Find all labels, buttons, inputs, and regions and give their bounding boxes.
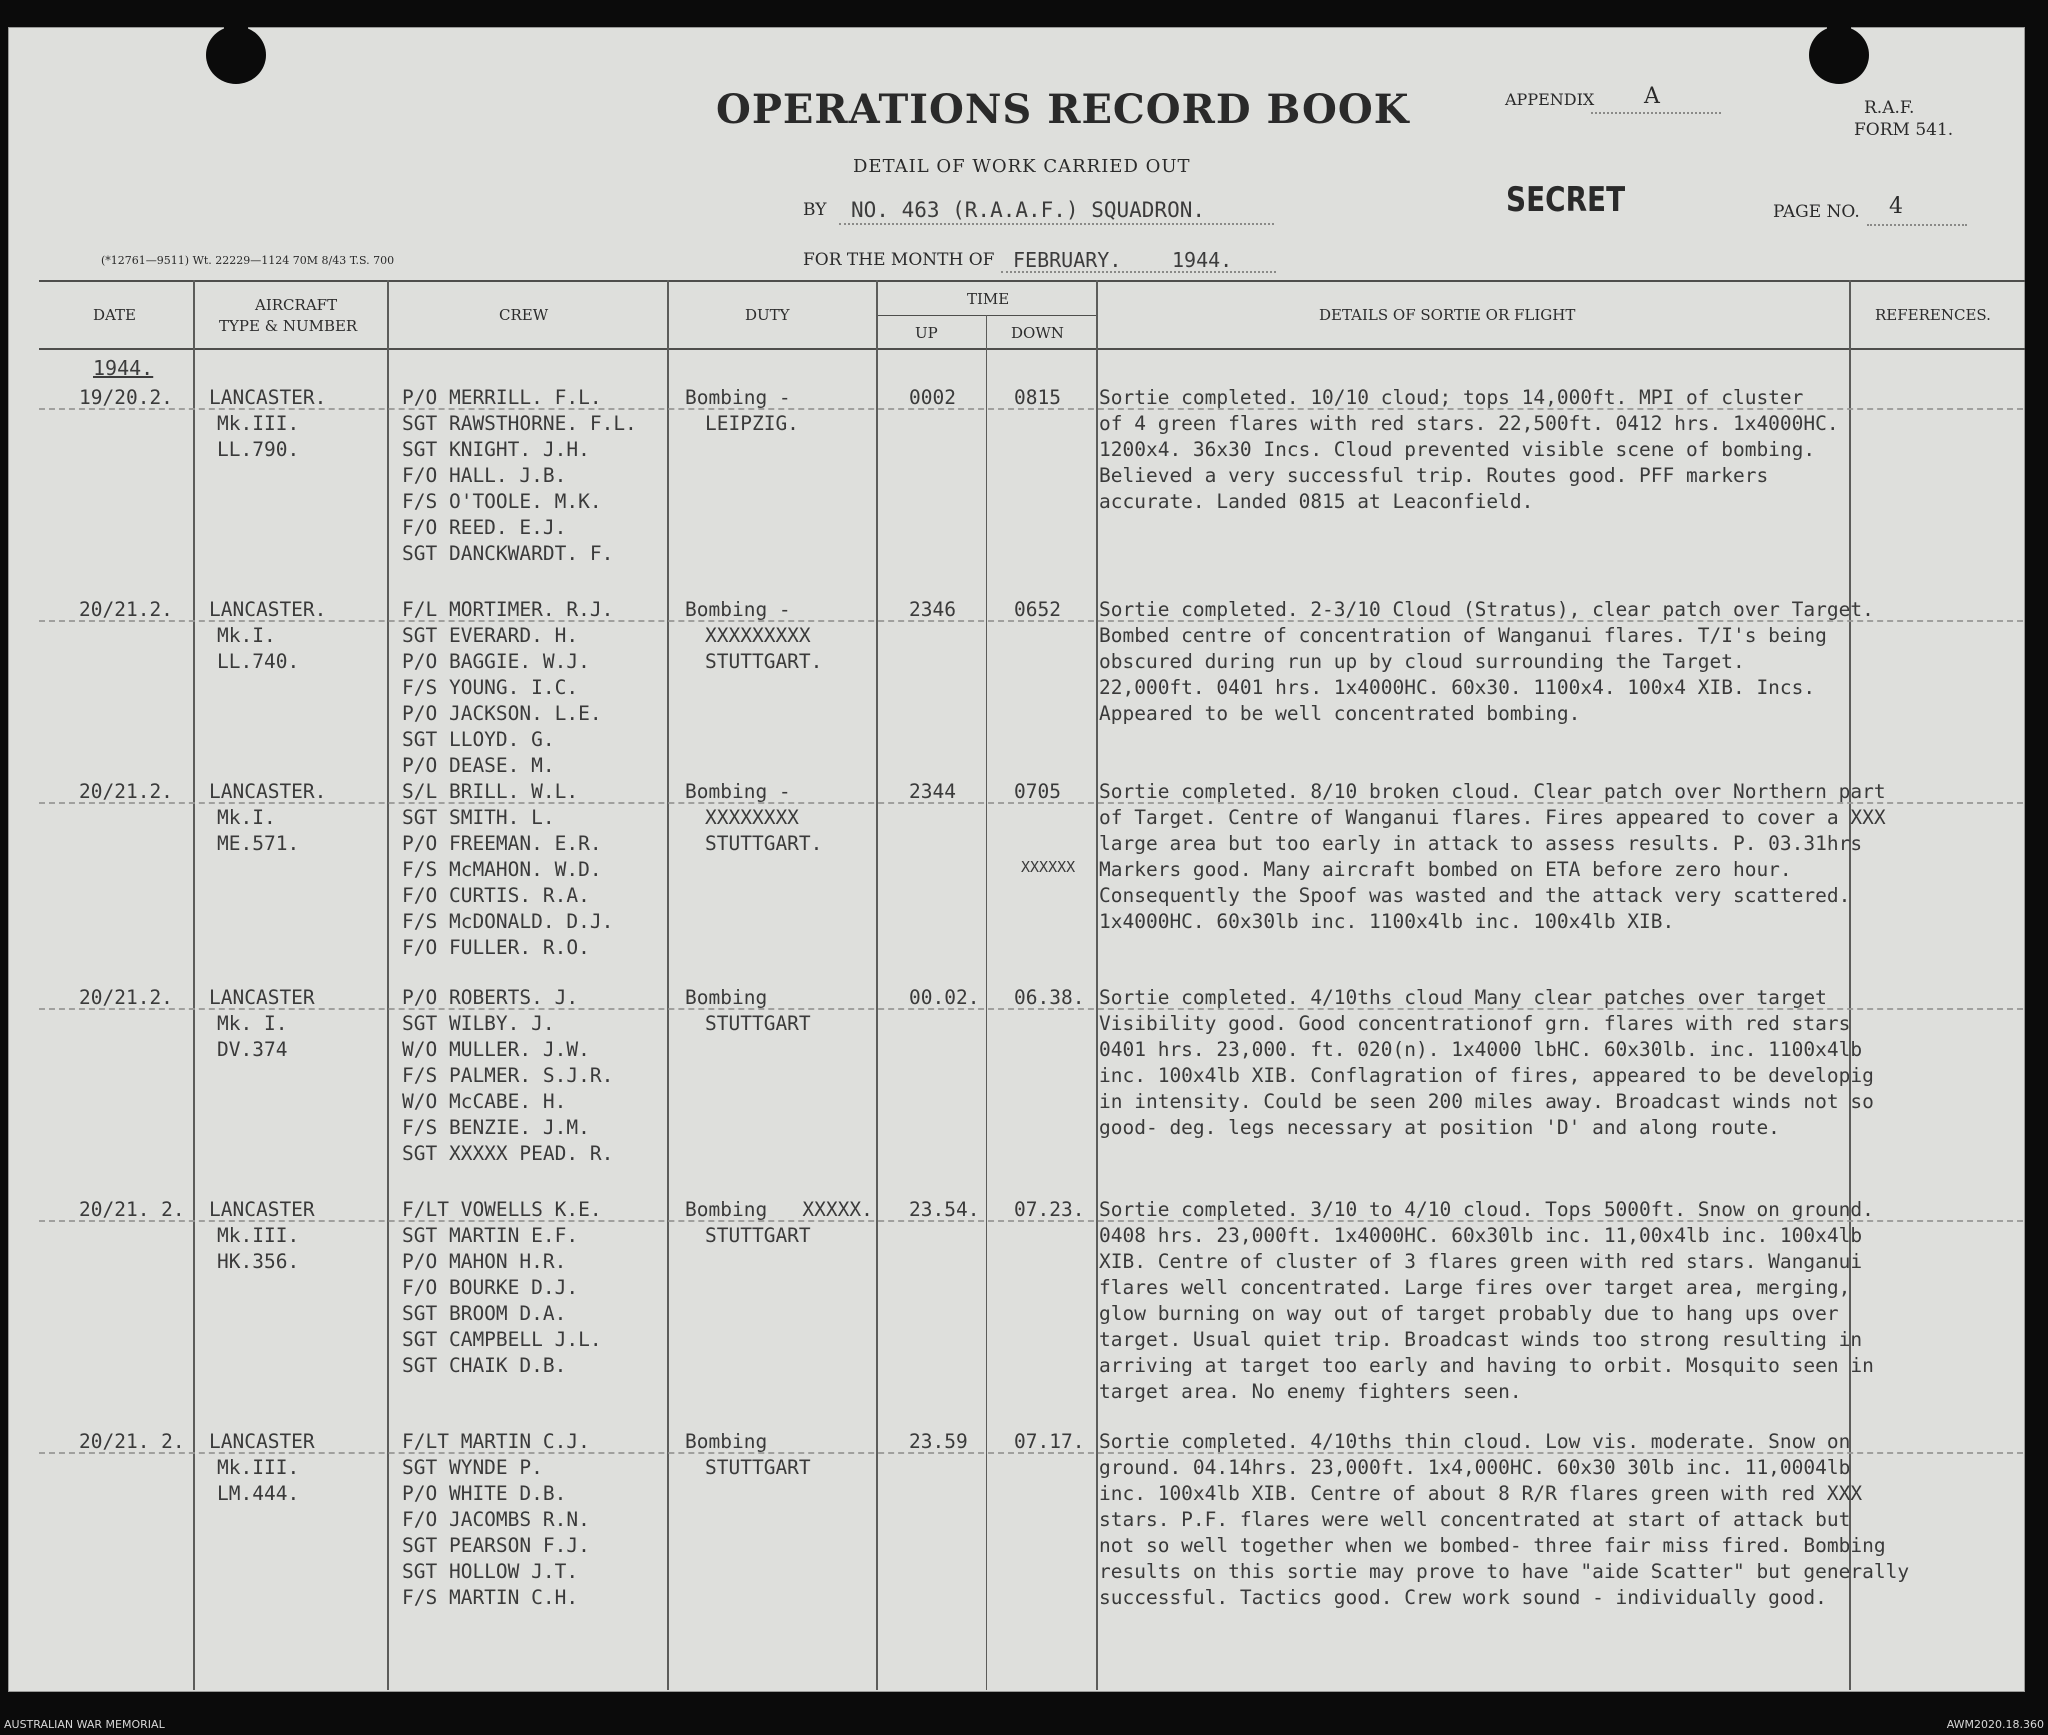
entry-crew-member: F/O HALL. J.B.	[402, 464, 567, 487]
binder-hole-left	[206, 26, 266, 84]
page-no-value: 4	[1889, 194, 1903, 219]
entry-detail-line: inc. 100x4lb XIB. Centre of about 8 R/R flares green with red XXX	[1099, 1482, 1863, 1505]
entry-aircraft: Mk.III.	[217, 1224, 300, 1247]
entry-crew-member: SGT BROOM D.A.	[402, 1302, 567, 1325]
header-time: TIME	[967, 290, 1010, 308]
table-top-rule	[39, 280, 2025, 282]
form-line-1: R.A.F.	[1864, 98, 1915, 118]
entry-margin-mark: XXXXXX	[1021, 858, 1076, 876]
entry-detail-line: Sortie completed. 8/10 broken cloud. Clear patch over Northern part	[1099, 780, 1886, 803]
entry-crew-member: P/O BAGGIE. W.J.	[402, 650, 590, 673]
entry-duty: STUTTGART.	[705, 650, 823, 673]
entry-aircraft: Mk.III.	[217, 1456, 300, 1479]
entry-crew-member: P/O DEASE. M.	[402, 754, 555, 777]
entry-crew-member: F/LT MARTIN C.J.	[402, 1430, 590, 1453]
year-entry: 1944.	[93, 356, 154, 380]
footer-accession: AWM2020.18.360	[1946, 1718, 2044, 1731]
entry-crew-member: SGT DANCKWARDT. F.	[402, 542, 614, 565]
entry-crew-member: SGT HOLLOW J.T.	[402, 1560, 579, 1583]
entry-crew-member: F/S McDONALD. D.J.	[402, 910, 614, 933]
entry-detail-line: target area. No enemy fighters seen.	[1099, 1380, 1522, 1403]
entry-duty: XXXXXXXX	[705, 806, 799, 829]
entry-detail-line: large area but too early in attack to assess results. P. 03.31hrs	[1099, 832, 1863, 855]
entry-time-up: 23.54.	[909, 1198, 980, 1221]
entry-detail-line: Sortie completed. 4/10ths thin cloud. Low vis. moderate. Snow on	[1099, 1430, 1851, 1453]
binder-hole-right	[1809, 26, 1869, 84]
entry-aircraft: HK.356.	[217, 1250, 300, 1273]
entry-crew-member: F/LT VOWELLS K.E.	[402, 1198, 602, 1221]
entry-crew-member: SGT CHAIK D.B.	[402, 1354, 567, 1377]
entry-crew-member: SGT EVERARD. H.	[402, 624, 579, 647]
page-no-line	[1867, 224, 1967, 226]
entry-duty: LEIPZIG.	[705, 412, 799, 435]
entry-crew-member: F/L MORTIMER. R.J.	[402, 598, 614, 621]
entry-time-up: 2344	[909, 780, 956, 803]
entry-aircraft: LM.444.	[217, 1482, 300, 1505]
entry-duty: Bombing -	[685, 598, 791, 621]
entry-duty: Bombing	[685, 1430, 768, 1453]
entry-duty: Bombing	[685, 986, 768, 1009]
entry-crew-member: S/L BRILL. W.L.	[402, 780, 579, 803]
appendix-value: A	[1644, 84, 1660, 109]
entry-detail-line: Sortie completed. 4/10ths cloud Many clear patches over target	[1099, 986, 1827, 1009]
entry-crew-member: F/O CURTIS. R.A.	[402, 884, 590, 907]
entry-detail-line: not so well together when we bombed- three fair miss fired. Bombing	[1099, 1534, 1886, 1557]
entry-date: 19/20.2.	[79, 386, 173, 409]
header-crew: CREW	[499, 306, 549, 324]
entry-date: 20/21. 2.	[79, 1198, 185, 1221]
entry-date: 20/21.2.	[79, 986, 173, 1009]
entry-crew-member: SGT PEARSON F.J.	[402, 1534, 590, 1557]
entry-crew-member: SGT LLOYD. G.	[402, 728, 555, 751]
entry-crew-member: F/S MARTIN C.H.	[402, 1586, 579, 1609]
entry-aircraft: LANCASTER	[209, 1198, 315, 1221]
month-label: FOR THE MONTH OF	[803, 250, 995, 270]
entry-detail-line: 0408 hrs. 23,000ft. 1x4000HC. 60x30lb inc. 11,00x4lb inc. 100x4lb	[1099, 1224, 1863, 1247]
entry-detail-line: Bombed centre of concentration of Wanganui flares. T/I's being	[1099, 624, 1827, 647]
entry-crew-member: F/S PALMER. S.J.R.	[402, 1064, 614, 1087]
entry-detail-line: 1x4000HC. 60x30lb inc. 1100x4lb inc. 100x4lb XIB.	[1099, 910, 1675, 933]
col-rule-up	[986, 315, 987, 1690]
entry-time-up: 0002	[909, 386, 956, 409]
page-title: OPERATIONS RECORD BOOK	[716, 86, 1410, 133]
entry-crew-member: F/O REED. E.J.	[402, 516, 567, 539]
entry-detail-line: stars. P.F. flares were well concentrated at start of attack but	[1099, 1508, 1851, 1531]
entry-aircraft: LANCASTER.	[209, 386, 327, 409]
entry-detail-line: of 4 green flares with red stars. 22,500ft. 0412 hrs. 1x4000HC.	[1099, 412, 1839, 435]
subtitle: DETAIL OF WORK CARRIED OUT	[853, 156, 1191, 177]
entry-time-up: 00.02.	[909, 986, 980, 1009]
header-aircraft-1: AIRCRAFT	[255, 296, 338, 314]
header-down: DOWN	[1011, 324, 1064, 342]
entry-duty: STUTTGART.	[705, 832, 823, 855]
entry-detail-line: flares well concentrated. Large fires over target area, merging,	[1099, 1276, 1851, 1299]
entry-crew-member: F/S O'TOOLE. M.K.	[402, 490, 602, 513]
secret-stamp: SECRET	[1506, 180, 1626, 220]
appendix-line	[1591, 112, 1721, 114]
entry-detail-line: in intensity. Could be seen 200 miles away. Broadcast winds not so	[1099, 1090, 1874, 1113]
entry-detail-line: glow burning on way out of target probably due to hang ups over	[1099, 1302, 1839, 1325]
entry-crew-member: SGT RAWSTHORNE. F.L.	[402, 412, 637, 435]
entry-detail-line: XIB. Centre of cluster of 3 flares green with red stars. Wanganui	[1099, 1250, 1863, 1273]
entry-detail-line: of Target. Centre of Wanganui flares. Fires appeared to cover a XXX	[1099, 806, 1886, 829]
entry-detail-line: obscured during run up by cloud surrounding the Target.	[1099, 650, 1745, 673]
entry-crew-member: F/O FULLER. R.O.	[402, 936, 590, 959]
entry-crew-member: P/O MERRILL. F.L.	[402, 386, 602, 409]
entry-aircraft: LANCASTER.	[209, 780, 327, 803]
by-label: BY	[803, 200, 827, 220]
appendix-label: APPENDIX	[1505, 90, 1595, 109]
entry-aircraft: Mk. I.	[217, 1012, 288, 1035]
header-aircraft-2: TYPE & NUMBER	[219, 317, 358, 335]
entry-detail-line: Markers good. Many aircraft bombed on ETA before zero hour.	[1099, 858, 1792, 881]
entry-detail-line: target. Usual quiet trip. Broadcast winds too strong resulting in	[1099, 1328, 1863, 1351]
entry-time-up: 23.59	[909, 1430, 968, 1453]
entry-detail-line: 0401 hrs. 23,000. ft. 020(n). 1x4000 lbHC. 60x30lb. inc. 1100x4lb	[1099, 1038, 1863, 1061]
entry-crew-member: SGT XXXXX PEAD. R.	[402, 1142, 614, 1165]
entry-duty: STUTTGART	[705, 1456, 811, 1479]
entry-time-down: 07.17.	[1014, 1430, 1085, 1453]
table-header-rule	[39, 348, 2025, 350]
entry-detail-line: Visibility good. Good concentrationof grn. flares with red stars	[1099, 1012, 1851, 1035]
entry-time-down: 07.23.	[1014, 1198, 1085, 1221]
entry-crew-member: W/O MULLER. J.W.	[402, 1038, 590, 1061]
header-duty: DUTY	[745, 306, 790, 324]
entry-detail-line: 1200x4. 36x30 Incs. Cloud prevented visible scene of bombing.	[1099, 438, 1816, 461]
entry-time-up: 2346	[909, 598, 956, 621]
entry-detail-line: accurate. Landed 0815 at Leaconfield.	[1099, 490, 1534, 513]
entry-aircraft: DV.374	[217, 1038, 288, 1061]
entry-crew-member: P/O WHITE D.B.	[402, 1482, 567, 1505]
footer-credit: AUSTRALIAN WAR MEMORIAL	[4, 1718, 165, 1731]
entry-detail-line: Appeared to be well concentrated bombing.	[1099, 702, 1581, 725]
entry-crew-member: F/S YOUNG. I.C.	[402, 676, 579, 699]
print-code: (*12761—9511) Wt. 22229—1124 70M 8/43 T.S. 700	[101, 254, 395, 267]
entry-detail-line: inc. 100x4lb XIB. Conflagration of fires, appeared to be developig	[1099, 1064, 1874, 1087]
year-value: 1944.	[1172, 248, 1233, 272]
entry-time-down: 0652	[1014, 598, 1061, 621]
squadron-line	[839, 223, 1274, 225]
entry-aircraft: LANCASTER	[209, 986, 315, 1009]
entry-crew-member: SGT WYNDE P.	[402, 1456, 543, 1479]
entry-aircraft: LL.790.	[217, 438, 300, 461]
entry-aircraft: Mk.I.	[217, 806, 276, 829]
header-references: REFERENCES.	[1875, 306, 1991, 324]
entry-aircraft: ME.571.	[217, 832, 300, 855]
entry-duty: Bombing -	[685, 780, 791, 803]
entry-duty: Bombing -	[685, 386, 791, 409]
entry-detail-line: Sortie completed. 3/10 to 4/10 cloud. Tops 5000ft. Snow on ground.	[1099, 1198, 1874, 1221]
entry-aircraft: LANCASTER	[209, 1430, 315, 1453]
entry-date: 20/21.2.	[79, 780, 173, 803]
month-value: FEBRUARY.	[1013, 248, 1122, 272]
entry-crew-member: F/S BENZIE. J.M.	[402, 1116, 590, 1139]
entry-crew-member: SGT MARTIN E.F.	[402, 1224, 579, 1247]
entry-detail-line: Sortie completed. 2-3/10 Cloud (Stratus), clear patch over Target.	[1099, 598, 1874, 621]
header-date: DATE	[93, 306, 136, 324]
entry-crew-member: SGT KNIGHT. J.H.	[402, 438, 590, 461]
entry-crew-member: SGT CAMPBELL J.L.	[402, 1328, 602, 1351]
entry-detail-line: Believed a very successful trip. Routes good. PFF markers	[1099, 464, 1769, 487]
entry-crew-member: F/S McMAHON. W.D.	[402, 858, 602, 881]
entry-duty: Bombing XXXXX.	[685, 1198, 873, 1221]
header-details: DETAILS OF SORTIE OR FLIGHT	[1319, 306, 1576, 324]
entry-date: 20/21.2.	[79, 598, 173, 621]
entry-crew-member: F/O BOURKE D.J.	[402, 1276, 579, 1299]
entry-crew-member: W/O McCABE. H.	[402, 1090, 567, 1113]
entry-detail-line: Sortie completed. 10/10 cloud; tops 14,000ft. MPI of cluster	[1099, 386, 1804, 409]
entry-time-down: 06.38.	[1014, 986, 1085, 1009]
entry-crew-member: F/O JACOMBS R.N.	[402, 1508, 590, 1531]
entry-aircraft: Mk.III.	[217, 412, 300, 435]
entry-detail-line: results on this sortie may prove to have "aide Scatter" but generally	[1099, 1560, 1910, 1583]
entry-detail-line: successful. Tactics good. Crew work sound - individually good.	[1099, 1586, 1827, 1609]
entry-aircraft: LANCASTER.	[209, 598, 327, 621]
entry-time-down: 0815	[1014, 386, 1061, 409]
entry-detail-line: ground. 04.14hrs. 23,000ft. 1x4,000HC. 60x30 30lb inc. 11,0004lb	[1099, 1456, 1851, 1479]
entry-duty: XXXXXXXXX	[705, 624, 811, 647]
entry-crew-member: P/O JACKSON. L.E.	[402, 702, 602, 725]
entry-crew-member: P/O MAHON H.R.	[402, 1250, 567, 1273]
entry-crew-member: P/O FREEMAN. E.R.	[402, 832, 602, 855]
page-no-label: PAGE NO.	[1773, 202, 1860, 222]
squadron-name: NO. 463 (R.A.A.F.) SQUADRON.	[851, 198, 1206, 222]
entry-detail-line: good- deg. legs necessary at position 'D' and along route.	[1099, 1116, 1780, 1139]
entry-duty: STUTTGART	[705, 1224, 811, 1247]
entry-crew-member: SGT SMITH. L.	[402, 806, 555, 829]
entry-aircraft: Mk.I.	[217, 624, 276, 647]
entry-detail-line: Consequently the Spoof was wasted and the attack very scattered.	[1099, 884, 1851, 907]
entry-aircraft: LL.740.	[217, 650, 300, 673]
record-sheet	[8, 27, 2025, 1692]
entry-time-down: 0705	[1014, 780, 1061, 803]
entry-crew-member: SGT WILBY. J.	[402, 1012, 555, 1035]
form-line-2: FORM 541.	[1854, 120, 1954, 140]
entry-date: 20/21. 2.	[79, 1430, 185, 1453]
entry-detail-line: arriving at target too early and having to orbit. Mosquito seen in	[1099, 1354, 1874, 1377]
header-up: UP	[915, 324, 938, 342]
entry-duty: STUTTGART	[705, 1012, 811, 1035]
entry-crew-member: P/O ROBERTS. J.	[402, 986, 579, 1009]
entry-detail-line: 22,000ft. 0401 hrs. 1x4000HC. 60x30. 1100x4. 100x4 XIB. Incs.	[1099, 676, 1816, 699]
